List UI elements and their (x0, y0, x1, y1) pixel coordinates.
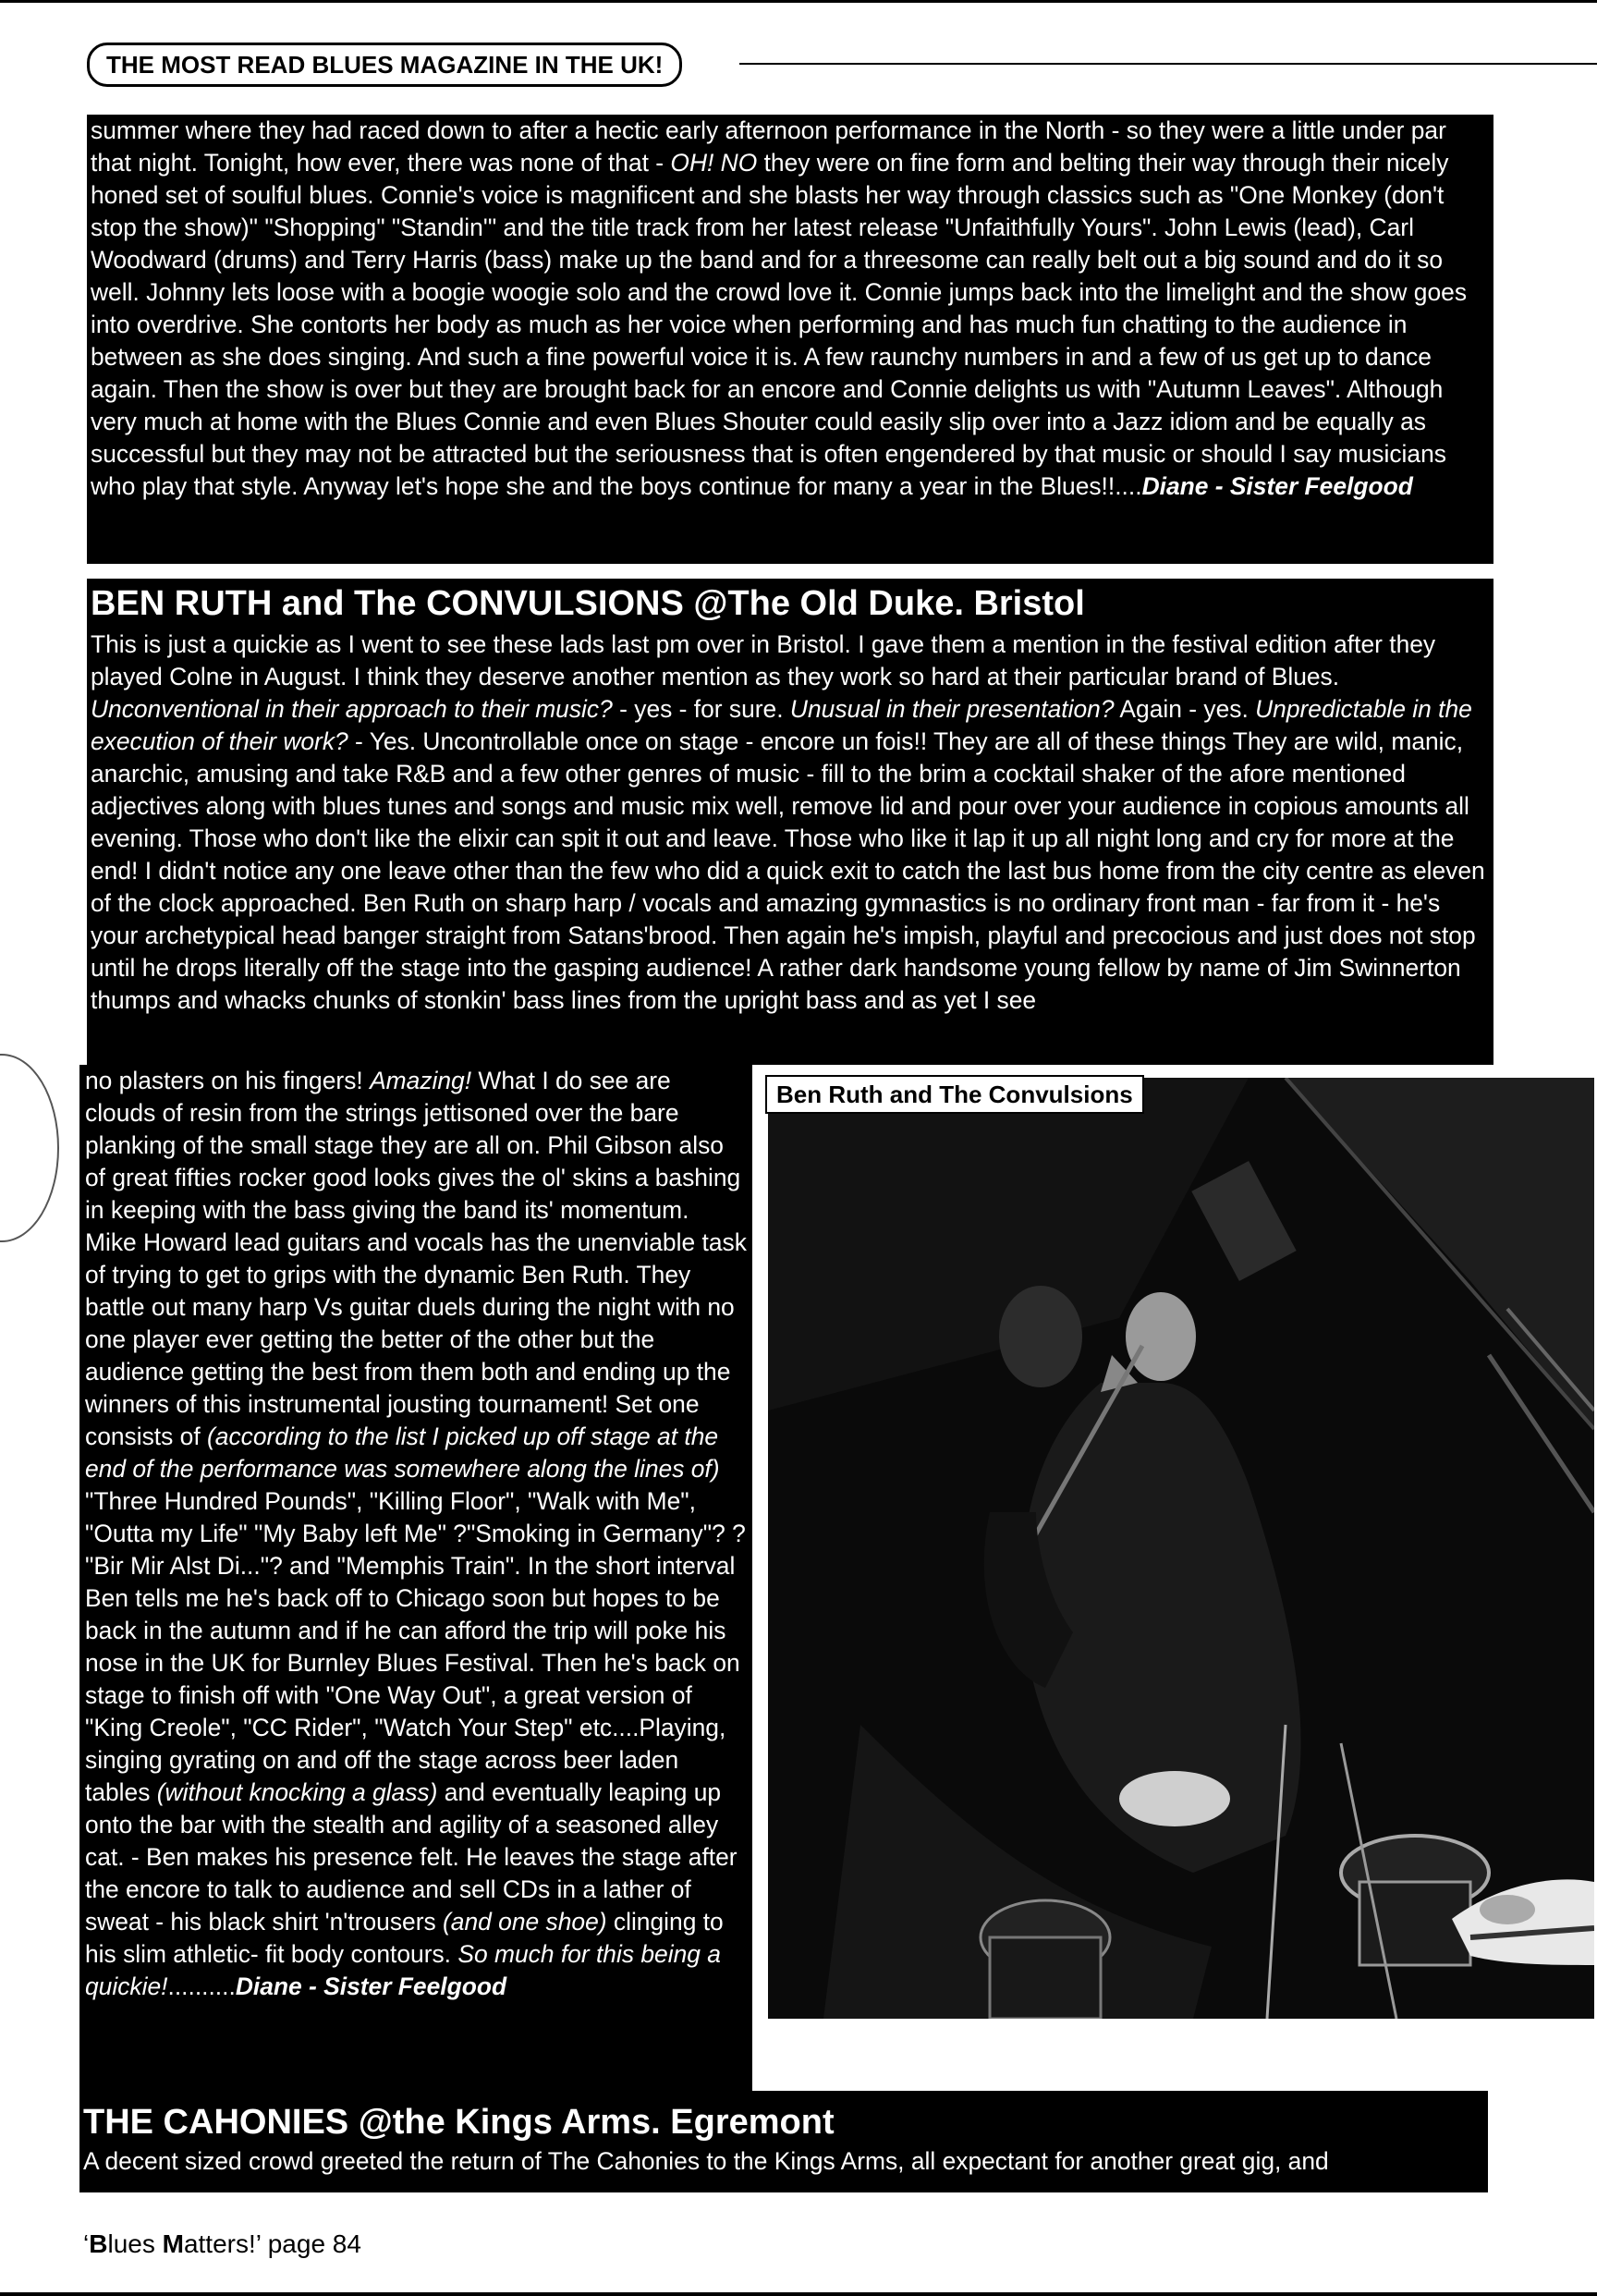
review-connie-text: summer where they had raced down to after a hectic early afternoon performance in the North - so they were a little under par that night. Tonight, how ever, there was none of that - OH! NO they were on fine form and belting their way through their nicely honed set of soulful blues. Connie's voice is magnificent and she blasts her way through classics such as "One Monkey (don't stop the show)" "Shopping" "Standin'" and the title track from her latest release "Unfaithfully Yours". John Lewis (lead), Carl Woodward (drums) and Terry Harris (bass) make up the band and for a threesome can really belt out a big sound and do it so well. Johnny lets loose with a boogie woogie solo and the crowd love it. Connie jumps back into the limelight and the show goes into overdrive. She contorts her body as much as her voice when performing and has much fun chatting to the audience in between as she does singing. And such a fine powerful voice it is. A few raunchy numbers in and a few of us get up to dance again. Then the show is over but they are brought back for an encore and Connie delights us with "Autumn Leaves". Although very much at home with the Blues Connie and even Blues Shouter could easily slip over into a Jazz idiom and be equally as successful but they may not be attracted but the seriousness that is often engendered by that music or should I say musicians who play that style. Anyway let's hope she and the boys continue for many a year in the Blues!!....Diane - Sister Feelgood (91, 116, 1468, 500)
band-photo-illustration (768, 1078, 1594, 2019)
bottom-rule (0, 2292, 1597, 2296)
magazine-header: THE MOST READ BLUES MAGAZINE IN THE UK! (87, 43, 682, 87)
review-cahonies-text: A decent sized crowd greeted the return of The Cahonies to the Kings Arms, all expectant for another great gig, and (83, 2147, 1329, 2175)
review-ben-ruth-column-text: no plasters on his fingers! Amazing! What I do see are clouds of resin from the strings jettisoned over the bare planking of the small stage they are all on. Phil Gibson also of great fifties rocker good looks gives the ol' skins a bashing in keeping with the bass giving the band its' momentum. Mike Howard lead guitars and vocals has the unenviable task of trying to get to grips with the dynamic Ben Ruth. They battle out many harp Vs guitar duels during the night with no one player ever getting the better of the other but the audience getting the best from them both and ending up the winners of this instrumental jousting tournament! Set one consists of (according to the list I picked up off stage at the end of the performance was somewhere along the lines of) "Three Hundred Pounds", "Killing Floor", "Walk with Me", "Outta my Life" "My Baby left Me" ?"Smoking in Germany"? ? "Bir Mir Alst Di..."? and "Memphis Train". In the short interval Ben tells me he's back off to Chicago soon but hopes to be back in the autumn and if he can afford the trip will poke his nose in the UK for Burnley Blues Festival. Then he's back on stage to finish off with "One Way Out", a great version of "King Creole", "CC Rider", "Watch Your Step" etc....Playing, singing gyrating on and off the stage across beer laden tables (without knocking a glass) and eventually leaping up onto the bar with the stealth and agility of a seasoned alley cat. - Ben makes his presence felt. He leaves the stage after the encore to talk to audience and sell CDs in a lather of sweat - his black shirt 'n'trousers (and one shoe) clinging to his slim athletic- fit body contours. So much for this being a quickie!..........Diane - Sister Feelgood (85, 1067, 747, 2000)
review-connie (87, 115, 1493, 564)
top-rule (0, 0, 1597, 3)
review-cahonies-heading: THE CAHONIES @the Kings Arms. Egremont (83, 2103, 835, 2142)
review-ben-ruth-heading: BEN RUTH and The CONVULSIONS @The Old Duke. Bristol (91, 584, 1085, 623)
review-cahonies (79, 2091, 1488, 2192)
page-footer: ‘Blues Matters!’ page 84 (83, 2229, 361, 2258)
band-photo (765, 1075, 1597, 2021)
header-rule (739, 63, 1597, 65)
review-ben-ruth-column (79, 1065, 752, 2091)
edge-circle-mark (0, 1054, 59, 1242)
review-connie-signature: Diane - Sister Feelgood (1141, 472, 1413, 500)
review-ben-ruth (87, 579, 1493, 1065)
photo-caption: Ben Ruth and The Convulsions (765, 1075, 1144, 1114)
review-ben-ruth-signature: Diane - Sister Feelgood (235, 1972, 507, 2000)
review-ben-ruth-intro: This is just a quickie as I went to see these lads last pm over in Bristol. I gave them a mention in the festival edition after they played Colne in August. I think they deserve another mention as they work so hard at their particular brand of Blues. Unconventional in their approach to their music? - yes - for sure. Unusual in their presentation? Again - yes. Unpredictable in the execution of their work? - Yes. Uncontrollable once on stage - encore un fois!! They are all of these things They are wild, manic, anarchic, amusing and take R&B and a few other genres of music - fill to the brim a cocktail shaker of the afore mentioned adjectives along with blues tunes and songs and music mix well, remove lid and pour over your audience in copious amounts all evening. Those who don't like the elixir can spit it out and leave. Those who like it lap it up all night long and cry for more at the end! I didn't notice any one leave other than the few who did a quick exit to catch the last bus home from the city centre as eleven of the clock approached. Ben Ruth on sharp harp / vocals and amazing gymnastics is no ordinary front man - far from it - he's your archetypical head banger straight from Satans'brood. Then again he's impish, playful and precocious and just does not stop until he drops literally off the stage into the gasping audience! A rather dark handsome young fellow by name of Jim Swinnerton thumps and whacks chunks of stonkin' bass lines from the upright bass and as yet I see (91, 630, 1485, 1014)
